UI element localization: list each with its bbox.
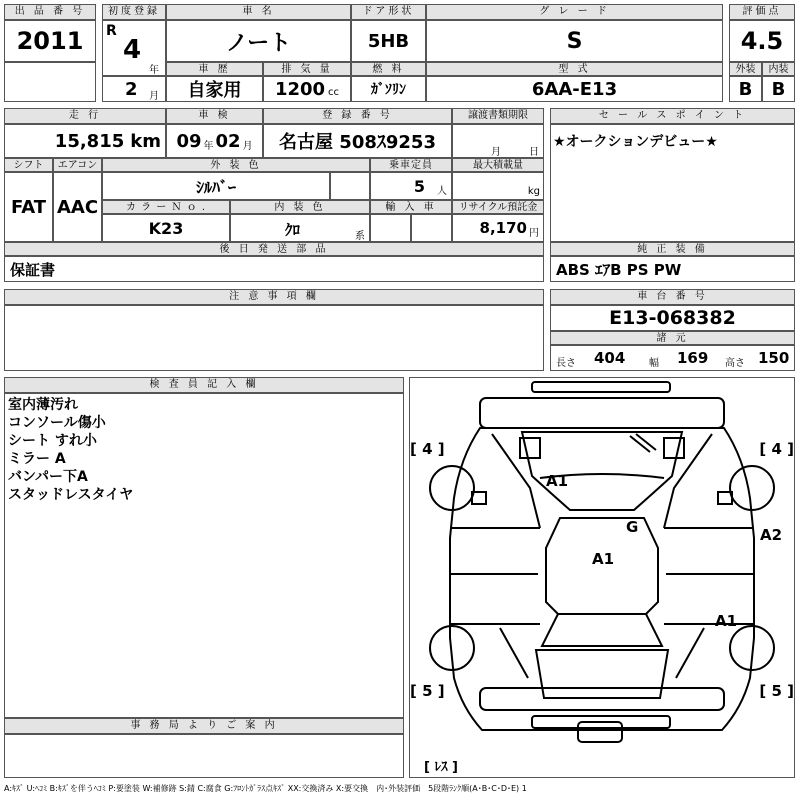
year-unit: 年 xyxy=(149,65,159,76)
sales-point: ★オークションデビュー★ xyxy=(553,134,718,150)
cc-unit: cc xyxy=(328,86,340,98)
displacement-label: 排 気 量 xyxy=(263,62,351,76)
tyre-fr-value: 4 xyxy=(771,440,782,458)
interior-color: ｸﾛ xyxy=(285,221,301,239)
tyre-fr-depth: [ 4 ] xyxy=(759,440,794,458)
import-box-1 xyxy=(370,214,411,242)
first-reg-label: 初度登録 xyxy=(102,4,166,20)
first-reg-month-box xyxy=(102,76,166,102)
recycle-fee: 8,170 xyxy=(479,219,527,237)
exterior-label: 外装 xyxy=(729,62,762,76)
inspection-label: 車 検 xyxy=(166,108,263,124)
car-name: ノート xyxy=(166,20,351,62)
reg-year: 4 xyxy=(123,35,142,65)
interior-label: 内装 xyxy=(762,62,795,76)
later-parts-label: 後 日 発 送 部 品 xyxy=(4,242,544,256)
lot-number-blank xyxy=(4,62,96,102)
reg-month: 2 xyxy=(125,79,138,100)
model-code: 6AA-E13 xyxy=(426,76,723,102)
transfer-deadline-box xyxy=(452,124,544,158)
grade: S xyxy=(426,20,723,62)
import-box-2 xyxy=(411,214,452,242)
grade-label: グ レ ー ド xyxy=(426,4,723,20)
damage-legend: A:ｷｽﾞ U:ﾍｺﾐ B:ｷｽﾞを伴うﾍｺﾐ P:要塗装 W:補修跡 S:錆 C:腐食 G:ﾌﾛﾝﾄｶﾞﾗｽ点ｷｽﾞ XX:交換済み X:要交換 内･外装評価 5段階ﾗﾝｸ順(A･B･C･D･E) 1 xyxy=(4,784,527,793)
color-no-label: カ ラ ー Ｎ ｏ . xyxy=(102,200,230,214)
inspector-notes xyxy=(4,393,404,718)
interior-color-box xyxy=(230,214,370,242)
seats-label: 乗車定員 xyxy=(370,158,452,172)
seats-unit: 人 xyxy=(437,185,447,197)
notes-box xyxy=(4,305,544,371)
inspection-year-unit: 年 xyxy=(203,140,214,152)
fuel: ｶﾞｿﾘﾝ xyxy=(351,76,426,102)
recycle-label: リサイクル預託金 xyxy=(452,200,544,214)
max-load-box xyxy=(452,172,544,200)
height: 150 xyxy=(758,349,790,367)
inspector-note: シート すれ小 xyxy=(8,433,97,449)
exterior-color-label: 外 装 色 xyxy=(102,158,370,172)
tyre-rl-depth: [ 5 ] xyxy=(410,682,445,700)
door-label: ドア形状 xyxy=(351,4,426,20)
inspector-note: コンソール傷小 xyxy=(8,415,106,431)
inspection-year: 09 xyxy=(176,130,202,152)
tyre-fl-value: 4 xyxy=(422,440,433,458)
car-diagram xyxy=(409,377,795,778)
load-unit: kg xyxy=(527,186,540,197)
ac-label: エアコン xyxy=(53,158,102,172)
score-label: 評価点 xyxy=(729,4,795,20)
transfer-day-unit: 日 xyxy=(529,147,539,158)
transfer-month-unit: 月 xyxy=(491,147,501,158)
seats: 5 xyxy=(413,176,425,196)
mileage-box xyxy=(4,124,166,158)
displacement: 1200 xyxy=(274,78,326,100)
shift-label: シフト xyxy=(4,158,53,172)
tyre-fl-depth: [ 4 ] xyxy=(410,440,445,458)
door-type: 5HB xyxy=(351,20,426,62)
air-conditioner: AAC xyxy=(53,172,102,242)
inspector-note: 室内薄汚れ xyxy=(8,397,78,413)
era: R xyxy=(106,23,117,39)
inspector-label: 検 査 員 記 入 欄 xyxy=(4,377,404,393)
length-label: 長さ xyxy=(556,358,576,369)
month-unit: 月 xyxy=(149,91,159,102)
mileage-unit: km xyxy=(130,130,161,152)
mileage-label: 走 行 xyxy=(4,108,166,124)
interior-color-label: 内 装 色 xyxy=(230,200,370,214)
later-parts: 保証書 xyxy=(4,256,544,282)
damage-mark-right-side: A2 xyxy=(760,526,783,544)
vin-label: 車 台 番 号 xyxy=(550,289,795,305)
displacement-box xyxy=(263,76,351,102)
length: 404 xyxy=(594,349,626,367)
recycle-unit: 円 xyxy=(529,227,539,239)
color-number: K23 xyxy=(102,214,230,242)
sales-point-box xyxy=(550,124,795,242)
sales-point-label: セ ー ル ス ポ イ ン ト xyxy=(550,108,795,124)
lot-number-label: 出 品 番 号 xyxy=(4,4,96,20)
dimensions-box xyxy=(550,345,795,371)
plate-number: 名古屋 508ｽ9253 xyxy=(263,124,452,158)
equipment: ABS ｴｱB PS PW xyxy=(550,256,795,282)
tyre-rr-depth: [ 5 ] xyxy=(759,682,794,700)
seats-box xyxy=(370,172,452,200)
car-name-label: 車 名 xyxy=(166,4,351,20)
damage-mark-roof: A1 xyxy=(592,550,615,568)
exterior-grade: B xyxy=(729,76,762,102)
tyre-rr-value: 5 xyxy=(771,682,782,700)
inspector-note: スタッドレスタイヤ xyxy=(8,487,134,503)
recycle-box xyxy=(452,214,544,242)
first-reg-year-box xyxy=(102,20,166,76)
plate-label: 登 録 番 号 xyxy=(263,108,452,124)
car-outline-svg xyxy=(410,378,794,777)
exterior-color: ｼﾙﾊﾞｰ xyxy=(102,172,330,200)
spare-value: ﾚｽ xyxy=(434,760,448,775)
mileage: 15,815 xyxy=(54,130,125,152)
width: 169 xyxy=(677,349,709,367)
vin: E13-068382 xyxy=(550,305,795,331)
import-label: 輸 入 車 xyxy=(370,200,452,214)
damage-mark-windshield: G xyxy=(626,518,639,536)
max-load-label: 最大積載量 xyxy=(452,158,544,172)
equipment-label: 純 正 装 備 xyxy=(550,242,795,256)
damage-mark-hood: A1 xyxy=(546,472,569,490)
office-label: 事 務 局 よ り ご 案 内 xyxy=(4,718,404,734)
spare-tyre-status: [ ﾚｽ ] xyxy=(424,760,458,775)
transfer-deadline-label: 譲渡書類期限 xyxy=(452,108,544,124)
interior-color-unit: 系 xyxy=(355,231,365,242)
inspection-month-unit: 月 xyxy=(242,140,253,152)
inspection-box xyxy=(166,124,263,158)
model-label: 型 式 xyxy=(426,62,723,76)
interior-grade: B xyxy=(762,76,795,102)
history: 自家用 xyxy=(166,76,263,102)
fuel-label: 燃 料 xyxy=(351,62,426,76)
shift: FAT xyxy=(4,172,53,242)
spec-label: 諸 元 xyxy=(550,331,795,345)
width-label: 幅 xyxy=(649,358,659,369)
history-label: 車 歴 xyxy=(166,62,263,76)
notes-label: 注 意 事 項 欄 xyxy=(4,289,544,305)
exterior-color-extra xyxy=(330,172,370,200)
office-box xyxy=(4,734,404,778)
tyre-rl-value: 5 xyxy=(422,682,433,700)
lot-number: 2011 xyxy=(4,20,96,62)
damage-mark-rear-right: A1 xyxy=(715,612,738,630)
overall-score: 4.5 xyxy=(729,20,795,62)
inspector-note: バンパー下A xyxy=(8,469,88,485)
inspector-note: ミラー A xyxy=(8,451,66,467)
height-label: 高さ xyxy=(725,358,745,369)
inspection-month: 02 xyxy=(215,130,241,152)
